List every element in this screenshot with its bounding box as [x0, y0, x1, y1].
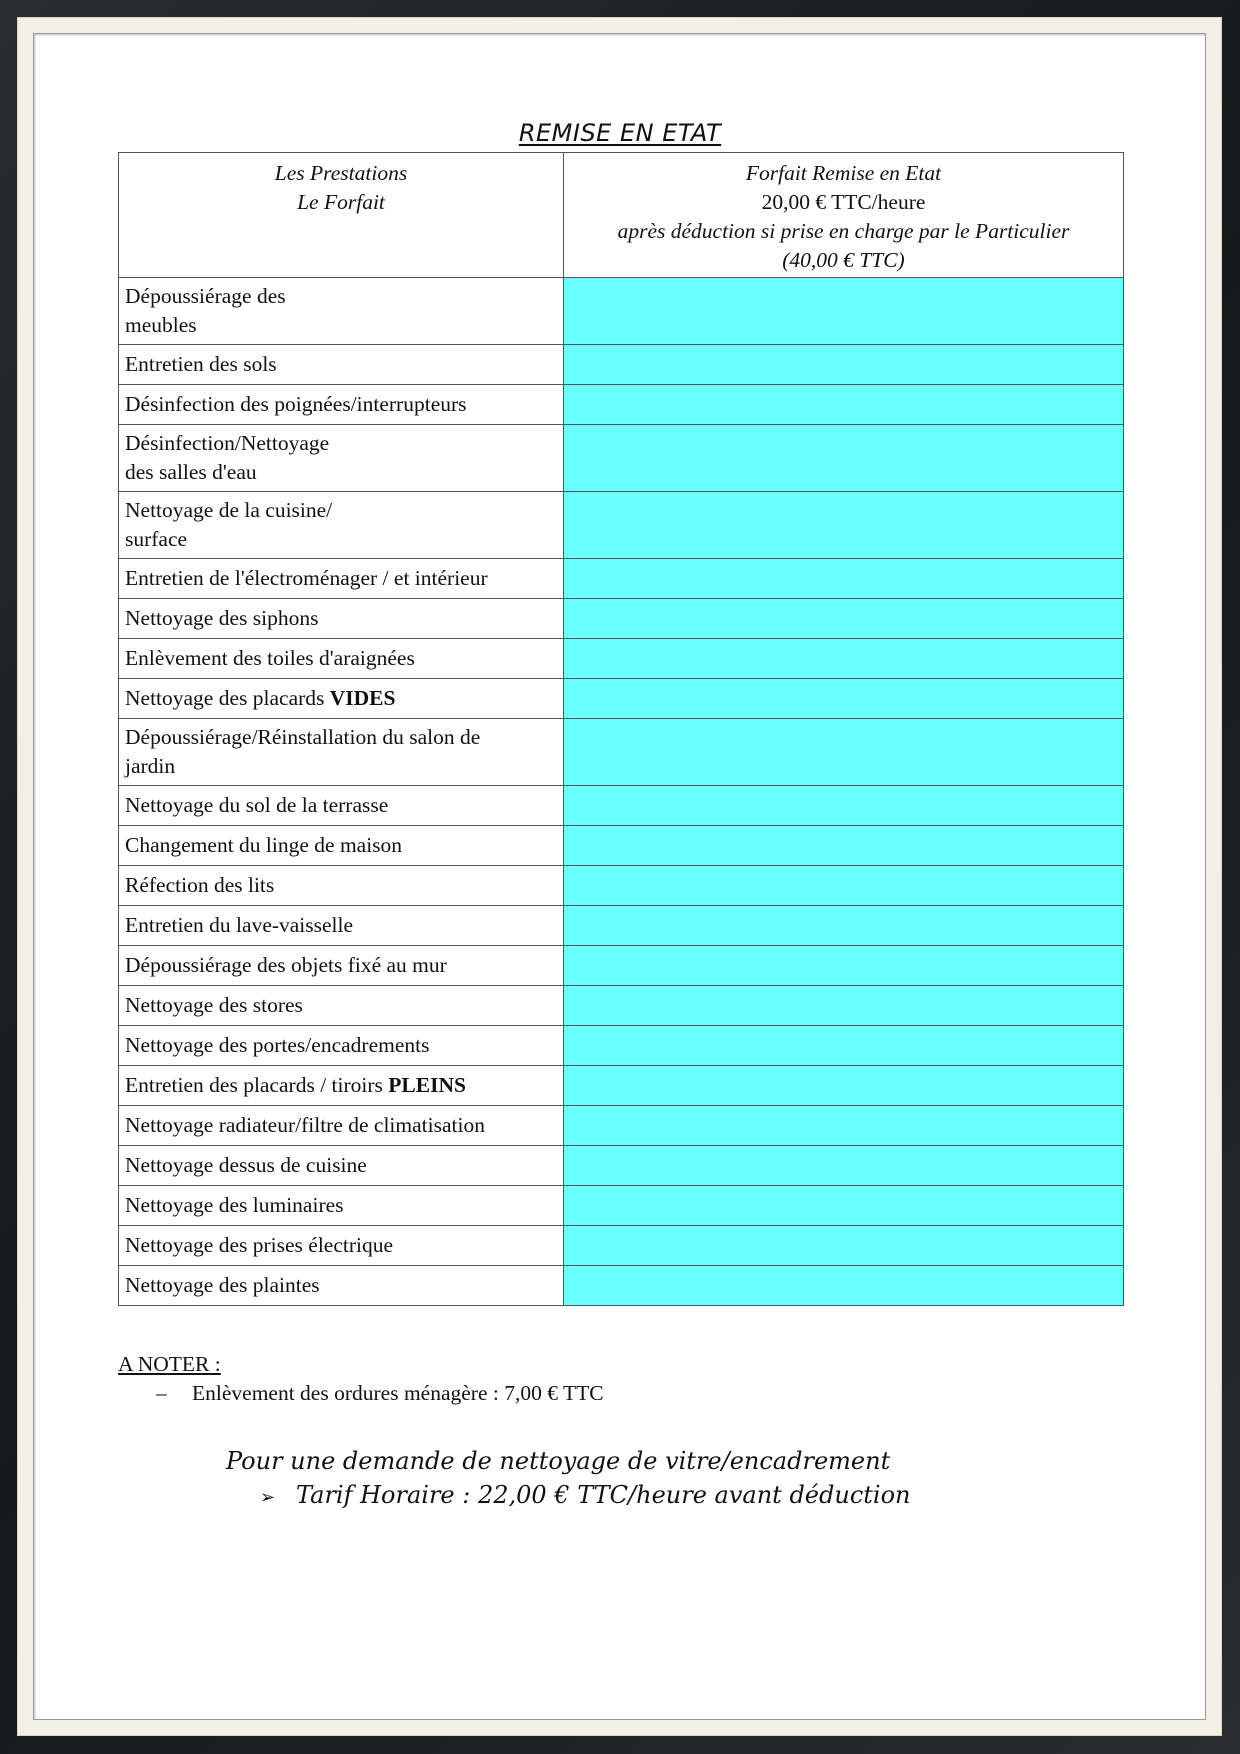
included-cell [564, 1066, 1124, 1106]
service-label [119, 1026, 564, 1066]
page-title [0, 119, 1240, 147]
service-label [119, 492, 564, 559]
service-label [119, 1226, 564, 1266]
service-label [119, 559, 564, 599]
included-cell [564, 599, 1124, 639]
included-cell [564, 786, 1124, 826]
service-label [119, 1066, 564, 1106]
table-row [119, 492, 1124, 559]
table-row [119, 1106, 1124, 1146]
included-cell [564, 986, 1124, 1026]
included-cell [564, 826, 1124, 866]
table-row [119, 559, 1124, 599]
service-label-text-line2: des salles d'eau [125, 460, 257, 484]
included-cell [564, 906, 1124, 946]
service-label-text: Nettoyage des placards [125, 686, 330, 710]
window-cleaning-request: Pour une demande de nettoyage de vitre/encadrement [226, 1447, 891, 1475]
header-package-full-rate: (40,00 € TTC) [782, 248, 905, 272]
table-row [119, 1186, 1124, 1226]
service-label [119, 786, 564, 826]
service-label-text: Nettoyage radiateur/filtre de climatisation [125, 1113, 485, 1137]
service-label-text: Nettoyage des siphons [125, 606, 319, 630]
included-cell [564, 1146, 1124, 1186]
service-label-text: Nettoyage des stores [125, 993, 303, 1017]
service-label-emphasis: VIDES [329, 686, 396, 710]
table-row [119, 345, 1124, 385]
service-label-text: Entretien des placards / tiroirs [125, 1073, 389, 1097]
header-services-line2: Le Forfait [297, 190, 385, 214]
window-cleaning-rate [0, 1478, 1240, 1515]
service-label-text: Changement du linge de maison [125, 833, 403, 857]
service-label-text-line2: jardin [125, 754, 176, 778]
included-cell [564, 679, 1124, 719]
table-header-row [119, 153, 1124, 278]
service-label-text-line2: surface [125, 527, 188, 551]
service-label-text: Nettoyage du sol de la terrasse [125, 793, 389, 817]
included-cell [564, 1106, 1124, 1146]
included-cell [564, 719, 1124, 786]
included-cell [564, 1226, 1124, 1266]
included-cell [564, 866, 1124, 906]
page-title-text: REMISE EN ETAT [518, 119, 722, 147]
service-label-text: Réfection des lits [125, 873, 275, 897]
service-label-text: Nettoyage des luminaires [125, 1193, 344, 1217]
service-label-text: Enlèvement des toiles d'araignées [125, 646, 415, 670]
service-label [119, 345, 564, 385]
included-cell [564, 345, 1124, 385]
service-label [119, 425, 564, 492]
window-cleaning-rate-text: Tarif Horaire : 22,00 € TTC/heure avant déduction [296, 1481, 911, 1509]
header-services-line1: Les Prestations [274, 161, 408, 185]
service-label [119, 1266, 564, 1306]
service-label [119, 986, 564, 1026]
table-row [119, 986, 1124, 1026]
service-label [119, 639, 564, 679]
table-row [119, 866, 1124, 906]
included-cell [564, 385, 1124, 425]
included-cell [564, 1026, 1124, 1066]
table-row [119, 719, 1124, 786]
header-package [564, 153, 1124, 278]
service-label [119, 1146, 564, 1186]
service-label [119, 599, 564, 639]
service-label [119, 826, 564, 866]
service-label-text: Entretien de l'électroménager / et intérieur [125, 566, 488, 590]
included-cell [564, 559, 1124, 599]
notes-section [118, 1350, 604, 1408]
service-label-text: Dépoussiérage des [125, 284, 286, 308]
included-cell [564, 946, 1124, 986]
table-row [119, 1226, 1124, 1266]
included-cell [564, 278, 1124, 345]
service-label-text: Dépoussiérage/Réinstallation du salon de [125, 725, 481, 749]
service-label-text: Entretien du lave-vaisselle [125, 913, 354, 937]
table-row [119, 1026, 1124, 1066]
table-row [119, 1266, 1124, 1306]
service-label-text: Dépoussiérage des objets fixé au mur [125, 953, 447, 977]
service-label-emphasis: PLEINS [388, 1073, 466, 1097]
table-row [119, 679, 1124, 719]
service-label-text: Nettoyage des portes/encadrements [125, 1033, 430, 1057]
service-label-text-line2: meubles [125, 313, 197, 337]
dash-bullet-icon: – [156, 1381, 167, 1405]
service-label [119, 1106, 564, 1146]
service-label-text: Désinfection des poignées/interrupteurs [125, 392, 467, 416]
table-row [119, 385, 1124, 425]
pricing-table [118, 152, 1124, 1306]
table-row [119, 1066, 1124, 1106]
service-label [119, 719, 564, 786]
arrow-bullet-icon: ➢ [260, 1487, 276, 1508]
notes-item [118, 1379, 604, 1408]
table-row [119, 946, 1124, 986]
table-row [119, 599, 1124, 639]
service-label-text: Entretien des sols [125, 352, 277, 376]
service-label-text: Nettoyage de la cuisine/ [125, 498, 333, 522]
included-cell [564, 425, 1124, 492]
service-label [119, 906, 564, 946]
table-row [119, 906, 1124, 946]
notes-heading: A NOTER : [118, 1352, 221, 1376]
service-label [119, 385, 564, 425]
included-cell [564, 492, 1124, 559]
service-label-text: Nettoyage dessus de cuisine [125, 1153, 367, 1177]
header-package-rate: 20,00 € TTC/heure [761, 190, 926, 214]
service-label [119, 1186, 564, 1226]
table-row [119, 639, 1124, 679]
header-package-condition: après déduction si prise en charge par le Particulier [617, 219, 1070, 243]
service-label [119, 679, 564, 719]
header-package-title: Forfait Remise en Etat [745, 161, 942, 185]
table-row [119, 826, 1124, 866]
service-label [119, 946, 564, 986]
service-label [119, 278, 564, 345]
window-cleaning-note [0, 1444, 1240, 1515]
service-label-text: Nettoyage des plaintes [125, 1273, 320, 1297]
service-label-text: Nettoyage des prises électrique [125, 1233, 394, 1257]
service-label-text: Désinfection/Nettoyage [125, 431, 330, 455]
included-cell [564, 1266, 1124, 1306]
included-cell [564, 639, 1124, 679]
included-cell [564, 1186, 1124, 1226]
service-label [119, 866, 564, 906]
table-row [119, 1146, 1124, 1186]
table-row [119, 786, 1124, 826]
header-services [119, 153, 564, 278]
notes-item-text: Enlèvement des ordures ménagère : 7,00 € TTC [192, 1381, 604, 1405]
table-row [119, 425, 1124, 492]
table-row [119, 278, 1124, 345]
